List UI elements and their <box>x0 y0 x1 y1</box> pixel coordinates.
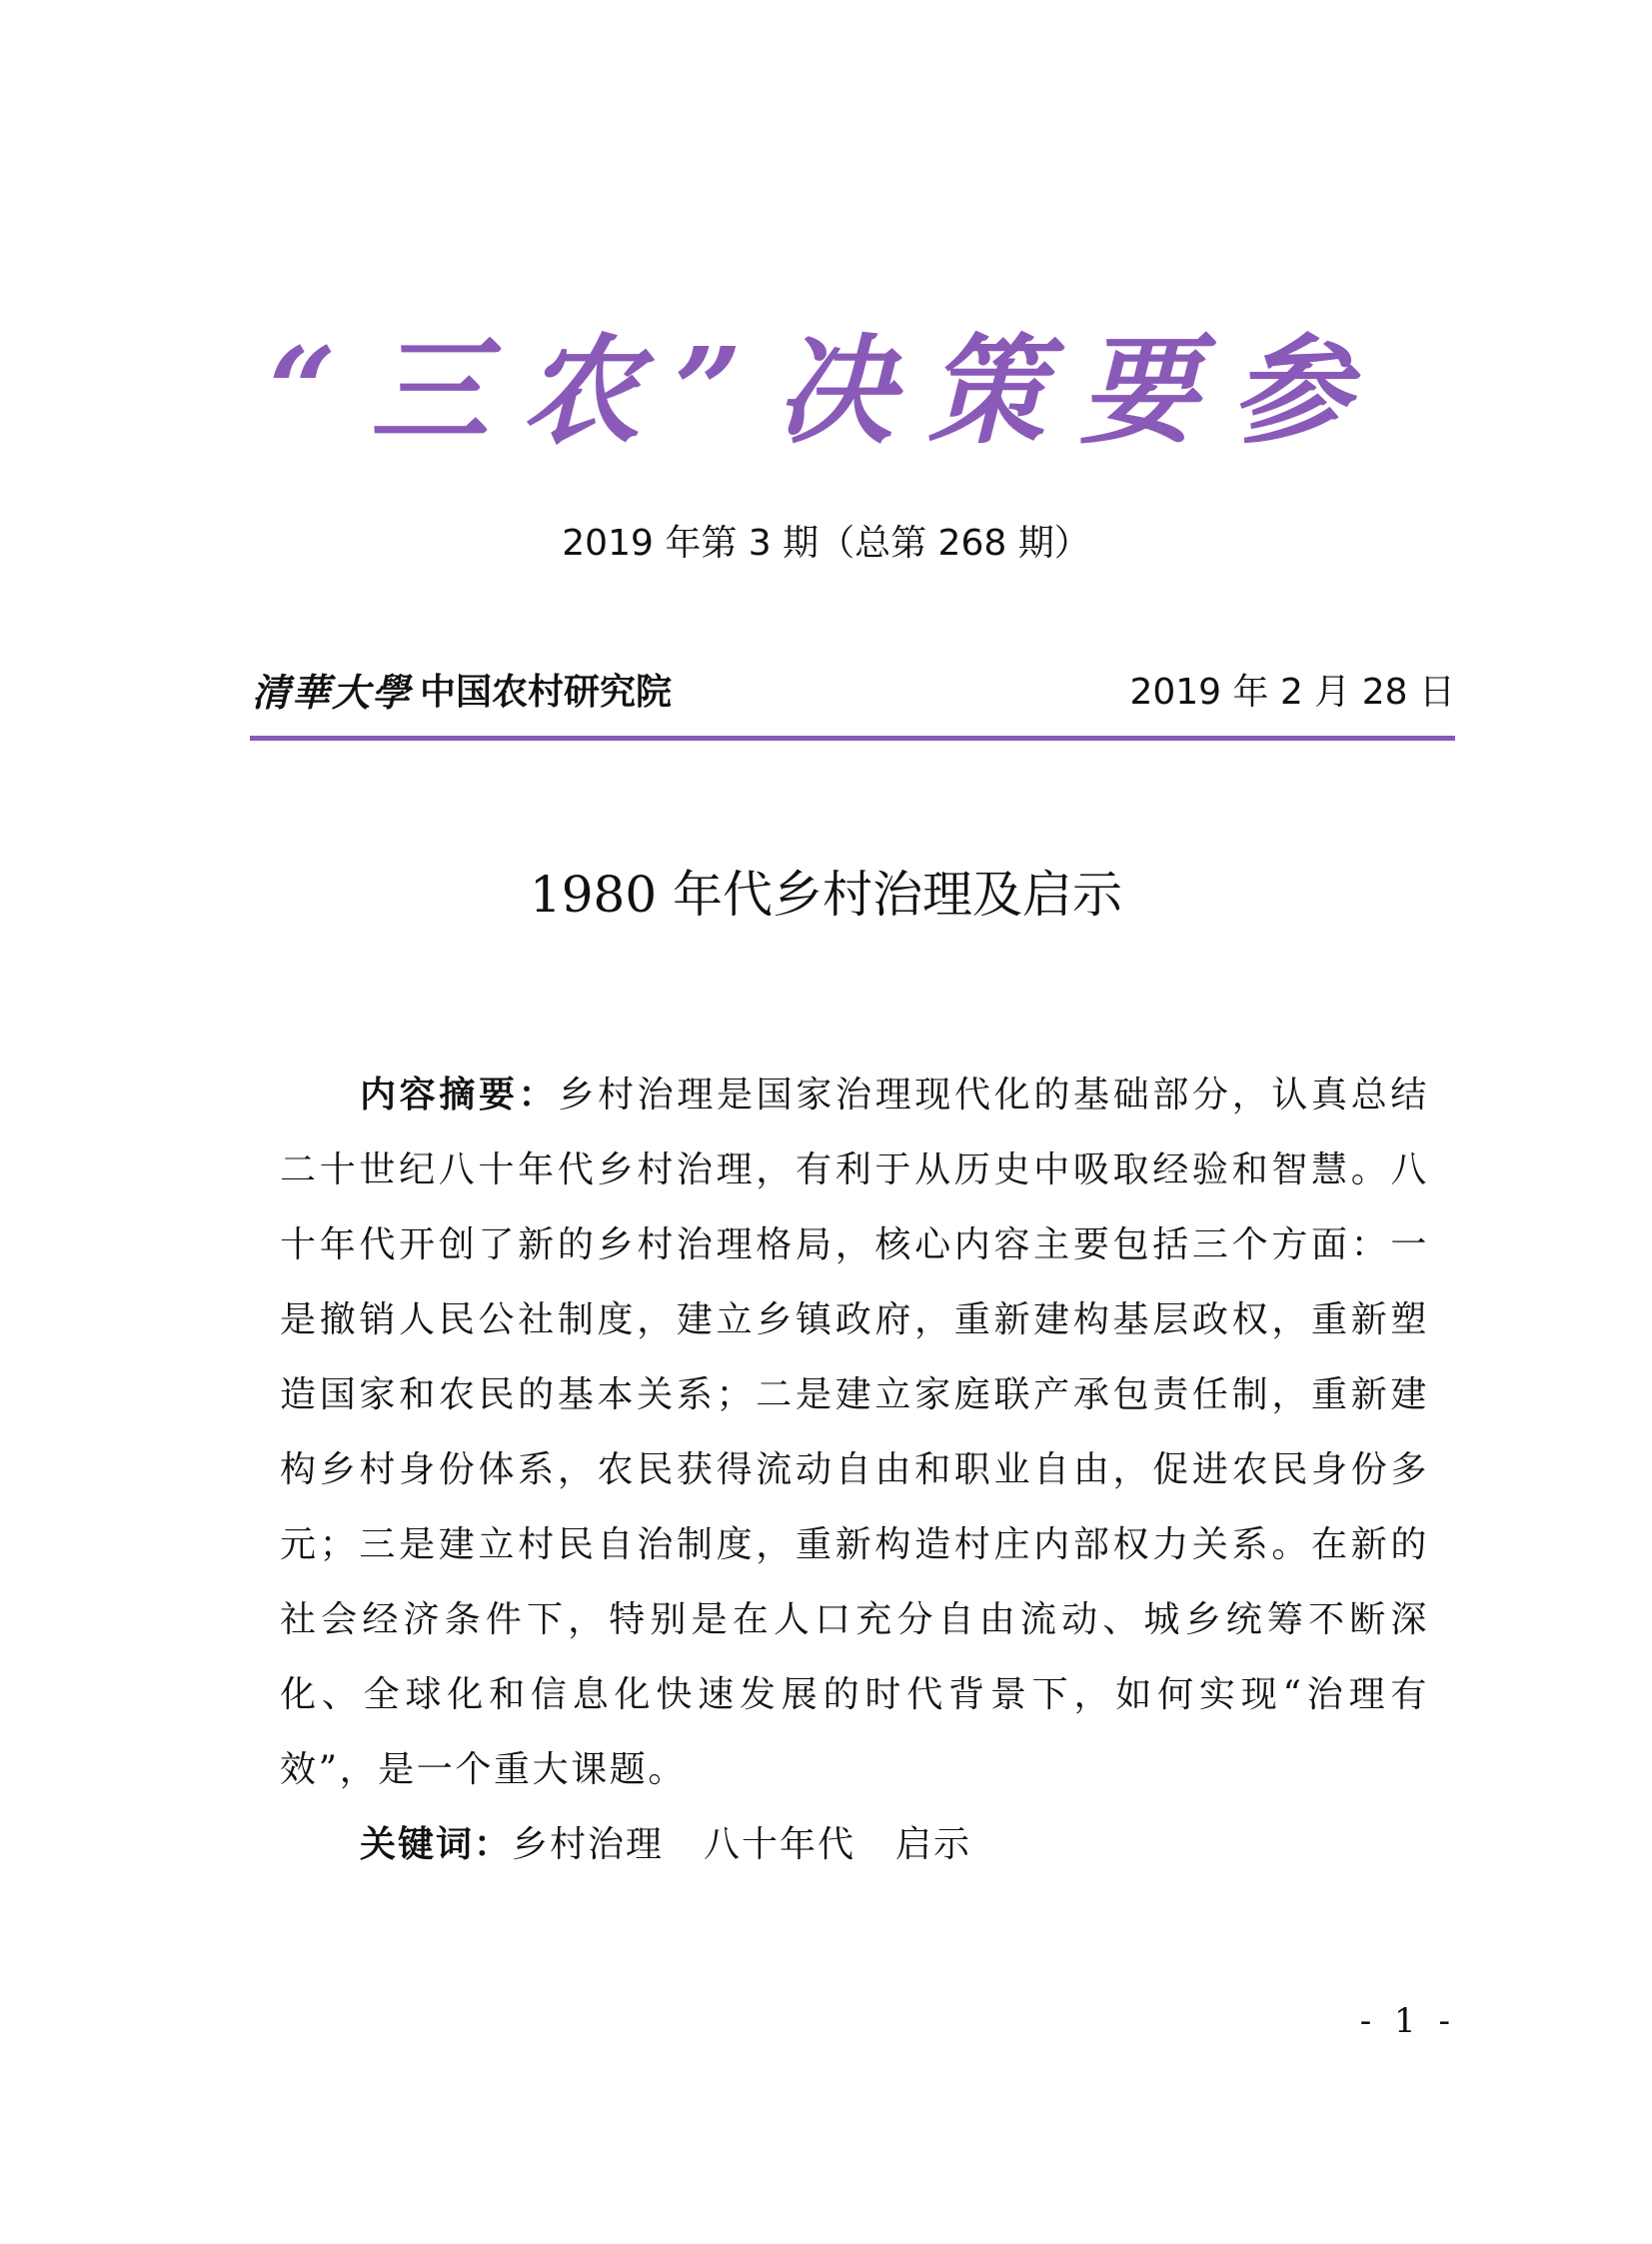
keyword: 乡村治理 <box>512 1824 665 1865</box>
abstract-label: 内容摘要： <box>360 1075 559 1116</box>
header-divider <box>250 736 1455 741</box>
keyword: 八十年代 <box>704 1824 856 1865</box>
masthead-title: “三农”决策要参 <box>268 321 1384 460</box>
page-number: - 1 - <box>1359 2001 1456 2041</box>
keywords-line <box>360 1807 971 1882</box>
document-title: 1980 年代乡村治理及启示 <box>529 866 1123 924</box>
keywords-label: 关键词： <box>360 1824 513 1865</box>
university-logo: 清華大學 <box>252 670 413 715</box>
issue-number: 2019 年第 3 期（总第 268 期） <box>562 523 1090 564</box>
publication-date: 2019 年 2 月 28 日 <box>1129 672 1455 713</box>
abstract-text: 乡村治理是国家治理现代化的基础部分，认真总结二十世纪八十年代乡村治理，有利于从历史中吸取经验和智慧。八十年代开创了新的乡村治理格局，核心内容主要包括三个方面：一是撤销人民公社制度，建立乡镇政府，重新建构基层政权，重新塑造国家和农民的基本关系；二是建立家庭联产承包责任制，重新建构乡村身份体系，农民获得流动自由和职业自由，促进农民身份多元；三是建立村民自治制度，重新构造村庄内部权力关系。在新的社会经济条件下，特别是在人口充分自由流动、城乡统筹不断深化、全球化和信息化快速发展的时代背景下，如何实现“治理有效”，是一个重大课题。 <box>280 1075 1429 1790</box>
publication-header <box>252 662 1455 714</box>
institute-name: 中国农村研究院 <box>420 671 673 713</box>
keyword: 启示 <box>895 1824 972 1865</box>
abstract-paragraph <box>280 1058 1429 1807</box>
